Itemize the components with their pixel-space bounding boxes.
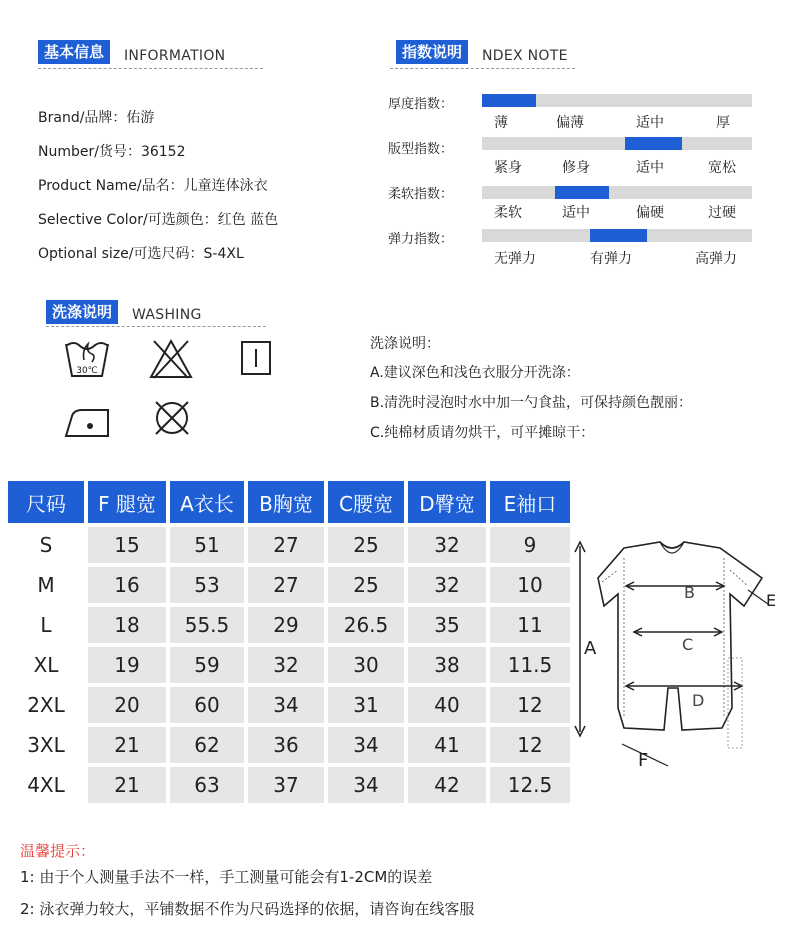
brand-line: Brand/品牌：佑游 xyxy=(38,110,155,126)
table-cell: 18 xyxy=(86,605,168,645)
header-length: A衣长 xyxy=(168,481,246,525)
softness-bar xyxy=(482,186,752,199)
table-cell: 40 xyxy=(406,685,488,725)
table-cell: 34 xyxy=(246,685,326,725)
table-cell: 34 xyxy=(326,725,406,765)
table-cell: XL xyxy=(8,645,86,685)
fit-word: 紧身 xyxy=(494,160,522,176)
washing-en-title: WASHING xyxy=(132,307,202,323)
table-cell: 29 xyxy=(246,605,326,645)
table-row xyxy=(8,645,572,685)
table-cell: 25 xyxy=(326,525,406,565)
table-cell: 53 xyxy=(168,565,246,605)
index-note-divider xyxy=(390,68,575,69)
label-d: D xyxy=(692,691,705,710)
table-cell: 32 xyxy=(406,525,488,565)
wash-temp-label: 30℃ xyxy=(76,366,98,376)
table-row xyxy=(8,605,572,645)
table-cell: 21 xyxy=(86,725,168,765)
table-cell: 37 xyxy=(246,765,326,805)
table-cell: 59 xyxy=(168,645,246,685)
table-cell: 19 xyxy=(86,645,168,685)
table-cell: 35 xyxy=(406,605,488,645)
header-waist: C腰宽 xyxy=(326,481,406,525)
softness-bar-fill xyxy=(555,186,609,199)
table-cell: 11.5 xyxy=(488,645,572,685)
softness-word: 适中 xyxy=(562,205,590,221)
label-c: C xyxy=(682,635,694,654)
label-e: E xyxy=(766,591,777,610)
table-cell: 51 xyxy=(168,525,246,565)
washing-line-b: B.清洗时浸泡时水中加一勺食盐，可保持颜色靓丽： xyxy=(370,395,693,411)
elasticity-word: 有弹力 xyxy=(590,251,632,267)
basic-info-divider xyxy=(38,68,263,69)
basic-info-en-title: INFORMATION xyxy=(124,48,226,64)
size-line: Optional size/可选尺码：S-4XL xyxy=(38,246,244,262)
table-cell: 16 xyxy=(86,565,168,605)
thickness-word: 偏薄 xyxy=(556,115,584,131)
tip-item: 2: 泳衣弹力较大，平铺数据不作为尺码选择的依据，请咨询在线客服 xyxy=(20,900,475,918)
washing-tag: 洗涤说明 xyxy=(46,300,118,324)
label-b: B xyxy=(684,583,695,602)
table-cell: 9 xyxy=(488,525,572,565)
fit-bar xyxy=(482,137,752,150)
table-cell: 20 xyxy=(86,685,168,725)
table-cell: 4XL xyxy=(8,765,86,805)
table-cell: 12 xyxy=(488,725,572,765)
thickness-word: 薄 xyxy=(494,115,508,131)
no-dry-clean-icon xyxy=(152,398,192,438)
table-cell: 25 xyxy=(326,565,406,605)
table-cell: L xyxy=(8,605,86,645)
table-cell: 27 xyxy=(246,525,326,565)
label-f: F xyxy=(638,750,649,771)
elasticity-bar xyxy=(482,229,752,242)
color-line: Selective Color/可选颜色：红色 蓝色 xyxy=(38,212,279,228)
table-row xyxy=(8,525,572,565)
table-cell: 32 xyxy=(406,565,488,605)
header-sleeve: E袖口 xyxy=(488,481,572,525)
tips-title: 温馨提示： xyxy=(20,842,96,860)
hang-dry-icon xyxy=(240,340,272,376)
thickness-bar xyxy=(482,94,752,107)
index-note-tag: 指数说明 xyxy=(396,40,468,64)
basic-info-tag: 基本信息 xyxy=(38,40,110,64)
fit-word: 修身 xyxy=(562,160,590,176)
sleeve-measure-line xyxy=(748,590,768,604)
table-row xyxy=(8,565,572,605)
table-cell: 27 xyxy=(246,565,326,605)
table-cell: 11 xyxy=(488,605,572,645)
table-cell: 12 xyxy=(488,685,572,725)
index-note-en-title: NDEX NOTE xyxy=(482,48,568,64)
table-cell: 3XL xyxy=(8,725,86,765)
table-cell: 2XL xyxy=(8,685,86,725)
softness-word: 柔软 xyxy=(494,205,522,221)
elasticity-bar-fill xyxy=(590,229,647,242)
elasticity-label: 弹力指数： xyxy=(388,232,454,247)
table-row xyxy=(8,685,572,725)
thickness-word: 厚 xyxy=(716,115,730,131)
table-row xyxy=(8,765,572,805)
table-row xyxy=(8,725,572,765)
fit-word: 宽松 xyxy=(708,160,736,176)
size-table xyxy=(8,481,574,807)
elasticity-word: 高弹力 xyxy=(695,251,737,267)
washing-divider xyxy=(46,326,266,327)
table-cell: 36 xyxy=(246,725,326,765)
table-cell: 31 xyxy=(326,685,406,725)
thickness-label: 厚度指数： xyxy=(388,97,454,112)
table-cell: 34 xyxy=(326,765,406,805)
table-cell: 12.5 xyxy=(488,765,572,805)
thickness-word: 适中 xyxy=(636,115,664,131)
no-bleach-icon xyxy=(148,338,194,380)
header-chest: B胸宽 xyxy=(246,481,326,525)
table-cell: 15 xyxy=(86,525,168,565)
table-cell: 10 xyxy=(488,565,572,605)
size-table-header-row xyxy=(8,481,572,525)
swimsuit-outline xyxy=(598,542,762,730)
low-iron-icon xyxy=(62,402,114,440)
table-cell: 41 xyxy=(406,725,488,765)
softness-word: 过硬 xyxy=(708,205,736,221)
header-leg-width: F 腿宽 xyxy=(86,481,168,525)
table-cell: 63 xyxy=(168,765,246,805)
elasticity-word: 无弹力 xyxy=(494,251,536,267)
table-cell: 21 xyxy=(86,765,168,805)
tip-item: 1: 由于个人测量手法不一样，手工测量可能会有1-2CM的误差 xyxy=(20,868,433,886)
fit-label: 版型指数： xyxy=(388,142,454,157)
table-cell: S xyxy=(8,525,86,565)
header-size: 尺码 xyxy=(8,481,86,525)
wash-30-icon xyxy=(62,336,112,380)
fit-word: 适中 xyxy=(636,160,664,176)
thickness-bar-fill xyxy=(482,94,536,107)
washing-title: 洗涤说明： xyxy=(370,336,440,352)
table-cell: M xyxy=(8,565,86,605)
table-cell: 38 xyxy=(406,645,488,685)
softness-word: 偏硬 xyxy=(636,205,664,221)
number-line: Number/货号：36152 xyxy=(38,144,186,160)
table-cell: 26.5 xyxy=(326,605,406,645)
label-a: A xyxy=(584,638,597,659)
table-cell: 55.5 xyxy=(168,605,246,645)
softness-label: 柔软指数： xyxy=(388,187,454,202)
table-cell: 30 xyxy=(326,645,406,685)
table-cell: 32 xyxy=(246,645,326,685)
washing-line-c: C.纯棉材质请勿烘干，可平摊晾干： xyxy=(370,425,595,441)
product-name-line: Product Name/品名：儿童连体泳衣 xyxy=(38,178,268,194)
fit-bar-fill xyxy=(625,137,682,150)
garment-measure-diagram xyxy=(572,538,784,778)
table-cell: 42 xyxy=(406,765,488,805)
table-cell: 62 xyxy=(168,725,246,765)
header-hip: D臀宽 xyxy=(406,481,488,525)
table-cell: 60 xyxy=(168,685,246,725)
washing-line-a: A.建议深色和浅色衣服分开洗涤： xyxy=(370,365,580,381)
